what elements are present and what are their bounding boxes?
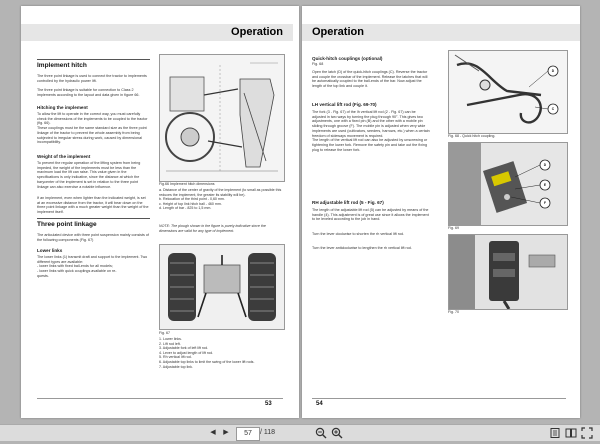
- subsection-title: Weight of the implement: [37, 154, 91, 159]
- section-rule: [37, 59, 150, 60]
- section-title: Three point linkage: [37, 221, 97, 228]
- figure-66-caption: Fig.66 Implement hitch dimensions: [159, 182, 215, 186]
- paragraph: The articulated device with three point suspension mainly consists of the following components (Fig. 67): [37, 233, 149, 242]
- figure-70-rh-lift-rod: [448, 234, 568, 310]
- implement-hitch-drawing: [160, 55, 284, 181]
- two-page-view-icon[interactable]: [564, 427, 578, 439]
- figure-67-legend: 1. Lower links. 2. Lift rod left. 3. Adjustable fork of left lift rod. 4. Lever to adjust length of lift rod. 5. Rh vertical lift rod. 6. Adjustable top links to limit the swing of the lower lift rods. 7. Adjustable top link.: [159, 337, 255, 369]
- figure-68-caption: Fig. 68 - Quick hitch coupling.: [448, 134, 496, 138]
- section-rule: [37, 218, 150, 219]
- callout-d-label: D: [551, 69, 555, 74]
- paragraph: Turn the lever anticlockwise to lengthen the rh vertical lift rod.: [312, 246, 412, 250]
- figure-69-lh-lift-rod: [448, 142, 568, 226]
- subsection-title: LH vertical lift rod (Fig. 69-70): [312, 102, 377, 107]
- subsection-title: RH adjustable lift rod (5 - Fig. 67): [312, 200, 384, 205]
- paragraph: The lower links (1) transmit draft and support to the implement. Two different types are available: - lower links with fixed ball-ends for all models; - lower links with quick couplings available on re- quests.: [37, 255, 148, 278]
- figure-ref: Fig. 68: [312, 62, 324, 66]
- paragraph: Turn the lever clockwise to shorten the rh vertical lift rod.: [312, 232, 405, 236]
- callout-c-label: C: [551, 107, 555, 112]
- next-page-icon[interactable]: ▶: [223, 429, 229, 436]
- subsection-title: Hitching the implement: [37, 105, 88, 110]
- three-point-linkage-drawing: [160, 245, 284, 329]
- page-number: 54: [316, 401, 323, 407]
- paragraph: The three point linkage is used to connect the tractor to implements controlled by the hydraulic power lift.: [37, 74, 147, 83]
- figure-69-caption: Fig. 69: [448, 226, 459, 230]
- fullscreen-icon[interactable]: [580, 427, 594, 439]
- figure-67-three-point-linkage: [159, 244, 285, 330]
- paragraph: The fork (3 - Fig. 67) of the lh vertical lift rod (2 - Fig. 67) can be adjusted in two ways by turning the plug through 90°. This gives two adjustments, one with a fixed pin (B) and the other with a mobile pin sliding through groove (F). The mobile pin is adjusted when very wide implements are used (cultivators, seeders, harrows, etc.) when a certain freedom of sideways movement is required. The length of the vertical lift rod can also be adjusted by unscrewing or tightening the lower fork. Remove the safety pin and take out the fixing plug to release the lower fork.: [312, 110, 430, 152]
- callout-f-label: F: [543, 201, 547, 206]
- figure-67-caption: Fig. 67: [159, 331, 170, 335]
- quick-hitch-drawing: [449, 51, 567, 133]
- figure-70-caption: Fig. 70: [448, 310, 459, 314]
- paragraph: To prevent the regular operation of the lifting system from being impeded, the weight of the implements must be less than the maximum load the lift can raise. This value given in the specifications is only indicative, since the distance at which the barycenter of the implement is set in relation to the three point linkage can also exercise a notable influence.: [37, 161, 141, 189]
- footer-rule: [37, 398, 283, 399]
- rh-lift-rod-drawing: [449, 235, 567, 309]
- paragraph: If an implement, even when lighter than the indicated weight, is set at an excessive distance from the tractor, it will bear down on the three point linkage with a much greater weight than the weight of the implement itself.: [37, 196, 149, 215]
- viewer-toolbar: [0, 424, 600, 441]
- lh-lift-rod-drawing: [449, 143, 567, 225]
- zoom-out-icon[interactable]: [314, 427, 328, 439]
- paragraph: The length of the adjustable lift rod (5) can be adjusted by means of the handle (4). This adjustment is of great use since it allows the implement to be leveled according to the job in hand.: [312, 208, 429, 222]
- paragraph: The three point linkage is suitable for connection to Class 2 implements according to the layout and data given in figure 66.: [37, 88, 140, 97]
- page-header: Operation: [302, 24, 580, 41]
- paragraph: Open the latch (D) of the quick-hitch couplings (C). Reverse the tractor and couple the crossbar of the implement. Release the latches that will be automatically coupled to the ball-ends of the bar. Now adjust the length of the top link and couple it.: [312, 70, 428, 89]
- callout-d-label: D: [543, 163, 547, 168]
- subsection-title: Quick-hitch couplings (optional): [312, 56, 383, 61]
- page-header: Operation: [21, 24, 293, 41]
- paragraph: To allow the lift to operate in the correct way, you must carefully check the dimensions of the implements to be coupled to the tractor (fig. 66). These couplings must be the same standard size as the three point linkage of the tractor to prevent the whole assembly from being subjected to irregular stress during work, caused by dimensional incompatibility.: [37, 112, 148, 145]
- page-total: / 118: [260, 429, 276, 436]
- callout-e-label: E: [543, 183, 547, 188]
- figure-66-legend: a. Distance of the center of gravity of the implement (to small as possible this reduces the implement, the greater its stability will be). b. Relocation of the third point - 0,60 mm. c. Height of top link hitch ball - 460 mm. d. Length of bar - 825 to 1,5 mm.: [159, 188, 282, 211]
- footer-rule: [312, 398, 566, 399]
- page-number-input[interactable]: 57: [236, 427, 260, 441]
- section-title: Implement hitch: [37, 62, 87, 69]
- subsection-title: Lower links: [37, 248, 63, 253]
- figure-66-implement-hitch: [159, 54, 285, 182]
- page-number: 53: [265, 401, 272, 407]
- figure-68-quick-hitch: [448, 50, 568, 134]
- zoom-in-icon[interactable]: [330, 427, 344, 439]
- fit-page-icon[interactable]: [548, 427, 562, 439]
- previous-page-icon[interactable]: ◀: [210, 429, 216, 436]
- page-53: [21, 6, 299, 418]
- page-54: [302, 6, 580, 418]
- figure-66-note: NOTE: The plough shown in the figure is purely indicative since the dimensions are valid for any type of implement.: [159, 224, 266, 233]
